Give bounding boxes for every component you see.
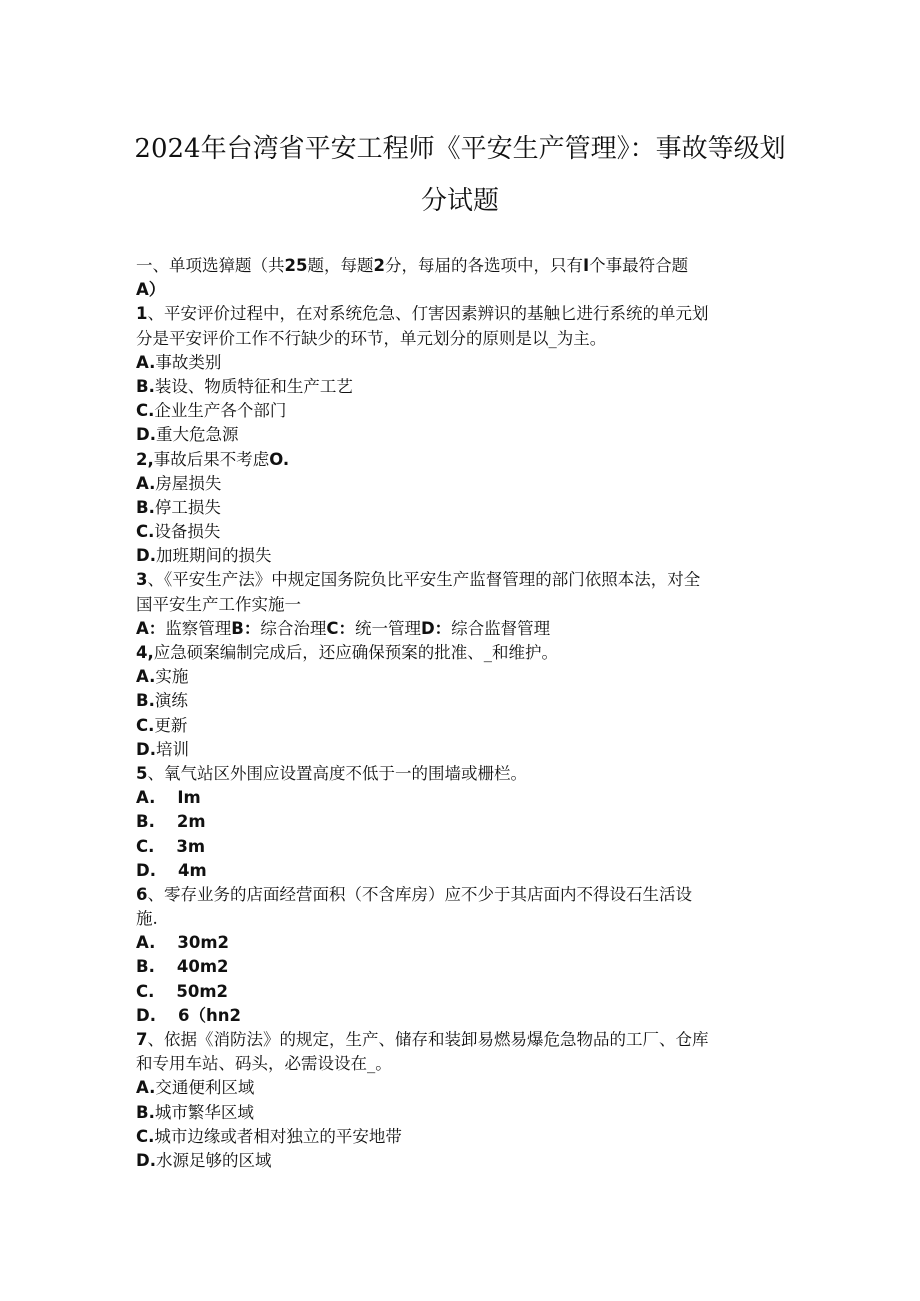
q7-option-d: D.水源足够的区域 (136, 1150, 272, 1170)
q6-option-c: C. 50m2 (136, 981, 229, 1001)
question-5: 5、氧气站区外围应设置高度不低于一的围墙或栅栏。 (136, 763, 527, 783)
q2-option-c: C.设备损失 (136, 522, 221, 542)
question-1: 1、平安评价过程中，在对系统危急、仃害因素辨识的基触匕进行系统的单元划 (136, 304, 709, 324)
question-3: 3、《平安生产法》中规定国务院负比平安生产监督管理的部门依照本法，对全 (136, 570, 701, 590)
q5-option-a: A. Im (136, 788, 201, 808)
q4-option-d: D.培训 (136, 739, 189, 759)
q2-option-b: B.停工损失 (136, 497, 221, 517)
q1-option-c: C.企业生产各个部门 (136, 401, 287, 421)
question-1-cont: 分是平安评价工作不行缺少的环节，单元划分的原则是以_为主。 (136, 328, 607, 348)
q3-options-inline: A：监察管理B：综合治理C：统一管理D：综合监督管理 (136, 618, 551, 638)
q7-option-a: A.交通便利区域 (136, 1078, 255, 1098)
question-6: 6、零存业务的店面经营面积（不含库房）应不少于其店面内不得设石生活设 (136, 884, 692, 904)
section-header: 一、单项选獐题（共25题，每题2分，每届的各选项中，只有I个事最符合题 (136, 256, 689, 275)
question-4: 4,应急硕案编制完成后，还应确保预案的批准、_和维护。 (136, 643, 558, 662)
q1-option-a: A.事故类别 (136, 352, 222, 372)
q2-option-d: D.加班期间的损失 (136, 546, 272, 566)
question-3-cont: 国平安生产工作实施一 (136, 594, 301, 614)
question-7: 7、依据《消防法》的规定，生产、储存和装卸易燃易爆危急物品的工厂、仓库 (136, 1030, 709, 1049)
q1-option-d: D.重大危急源 (136, 425, 239, 445)
document-body (136, 254, 796, 1173)
q7-option-b: B.城市繁华区域 (136, 1102, 254, 1122)
question-6-cont: 施. (136, 909, 158, 929)
q2-option-a: A.房屋损失 (136, 473, 222, 493)
question-2: 2,事故后果不考虑O. (136, 449, 290, 469)
q4-option-b: B.演练 (136, 691, 188, 711)
q1-option-b: B.装设、物质特征和生产工艺 (136, 376, 353, 396)
q5-option-b: B. 2m (136, 812, 206, 832)
question-7-cont: 和专用车站、码头，必需设设在_。 (136, 1054, 392, 1074)
q4-option-c: C.更新 (136, 715, 188, 735)
q5-option-d: D. 4m (136, 860, 207, 880)
q6-option-a: A. 30m2 (136, 933, 229, 953)
q5-option-c: C. 3m (136, 836, 206, 856)
q6-option-b: B. 40m2 (136, 957, 229, 977)
document-title-line-2: 分试题 (420, 186, 499, 216)
q7-option-c: C.城市边缘或者相对独立的平安地带 (136, 1126, 402, 1146)
section-header-cont: A） (136, 280, 166, 300)
q6-option-d: D. 6（hn2 (136, 1005, 241, 1025)
q4-option-a: A.实施 (136, 667, 189, 687)
document-title-line-1: 2024年台湾省平安工程师《平安生产管理》：事故等级划 (134, 134, 786, 164)
